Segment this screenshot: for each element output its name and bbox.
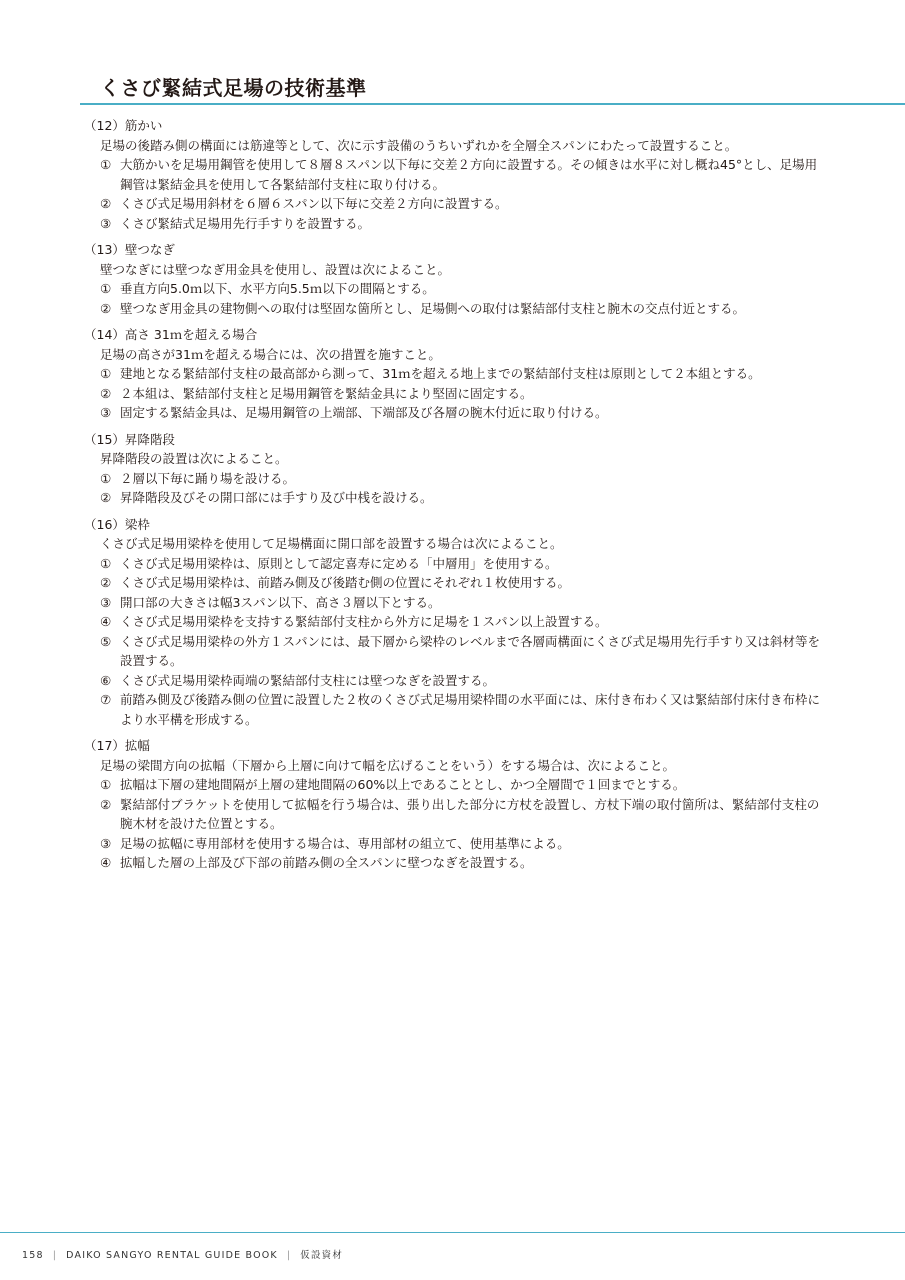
section [84,736,824,873]
item-number: ③ [100,594,112,610]
section-heading: （12）筋かい [84,118,163,133]
item-number: ⑥ [100,672,112,688]
list-item [84,364,824,384]
list-item [84,612,824,632]
list-item [84,155,824,194]
item-text: 開口部の大きさは幅3スパン以下、高さ３層以下とする。 [120,594,441,610]
section-lead: 足場の後踏み側の構面には筋違等として、次に示す設備のうちいずれかを全層全スパンにわたって設置すること。 [100,137,738,153]
item-number: ③ [100,215,112,231]
item-number: ④ [100,614,112,629]
section-heading: （17）拡幅 [84,738,150,753]
item-text: 拡幅は下層の建地間隔が上層の建地間隔の60%以上であることとし、かつ全層間で１回までとする。 [120,777,686,792]
item-number: ③ [100,405,112,420]
item-number: ⑦ [100,692,112,707]
list-item [84,795,824,834]
section-lead: 壁つなぎには壁つなぎ用金具を使用し、設置は次によること。 [100,261,451,277]
category-label: 仮設資材 [300,1250,344,1261]
item-text: くさび式足場用梁枠を支持する緊結部付支柱から外方に足場を１スパン以上設置する。 [120,614,608,629]
item-number: ② [100,575,112,590]
item-text: くさび式足場用梁枠の外方１スパンには、最下層から梁枠のレベルまで各層両構面にくさび式足場用先行手すり又は斜材等を設置する。 [120,633,821,668]
section-lead: 昇降階段の設置は次によること。 [100,451,288,466]
list-item [84,775,824,795]
section [84,116,824,233]
item-text: 拡幅した層の上部及び下部の前踏み側の全スパンに壁つなぎを設置する。 [120,855,533,870]
item-number: ① [100,366,112,381]
page-title: くさび緊結式足場の技術基準 [100,76,367,100]
section [84,240,824,318]
title-divider [80,103,905,105]
item-number: ② [100,490,112,505]
section-heading: （15）昇降階段 [84,431,175,447]
item-number: ② [100,196,112,211]
list-item [84,488,824,508]
list-item [84,834,824,854]
list-item [84,403,824,423]
item-number: ① [100,470,112,486]
item-text: 大筋かいを足場用鋼管を使用して８層８スパン以下毎に交差２方向に設置する。その傾きは水平に対し概ね45°とし、足場用鋼管は緊結金具を使用して各緊結部付支柱に取り付ける。 [120,157,818,192]
list-item [84,671,824,691]
footer-divider [0,1232,905,1233]
book-title: DAIKO SANGYO RENTAL GUIDE BOOK [66,1250,278,1261]
item-number: ② [100,385,112,401]
item-text: 壁つなぎ用金具の建物側への取付は堅固な箇所とし、足場側への取付は緊結部付支柱と腕木の交点付近とする。 [120,300,746,316]
item-text: 前踏み側及び後踏み側の位置に設置した２枚のくさび式足場用梁枠間の水平面には、床付き布わく又は緊結部付床付き布枠により水平構を形成する。 [120,692,821,727]
section-heading: （13）壁つなぎ [84,242,175,257]
item-text: くさび式足場用斜材を６層６スパン以下毎に交差２方向に設置する。 [120,196,508,211]
item-number: ② [100,796,112,812]
section-lead: くさび式足場用梁枠を使用して足場構面に開口部を設置する場合は次によること。 [100,536,563,551]
item-text: ２層以下毎に踊り場を設ける。 [120,470,296,486]
section-heading: （16）梁枠 [84,516,150,532]
footer [22,1247,343,1261]
section-lead: 足場の高さが31ｍを超える場合には、次の措置を施すこと。 [100,346,441,362]
list-item [84,554,824,574]
footer-separator: | [286,1250,292,1261]
list-item [84,279,824,299]
item-number: ⑤ [100,633,112,649]
item-text: 固定する緊結金具は、足場用鋼管の上端部、下端部及び各層の腕木付近に取り付ける。 [120,405,608,420]
item-text: 垂直方向5.0ｍ以下、水平方向5.5ｍ以下の間隔とする。 [120,281,435,296]
list-item [84,469,824,489]
item-text: 足場の拡幅に専用部材を使用する場合は、専用部材の組立て、使用基準による。 [120,835,570,851]
item-number: ① [100,157,112,172]
section [84,325,824,423]
list-item [84,632,824,671]
item-text: くさび式足場用梁枠は、原則として認定喜寿に定める「中層用」を使用する。 [120,555,558,571]
list-item [84,853,824,873]
list-item [84,299,824,319]
item-number: ④ [100,855,112,870]
footer-separator: | [52,1250,58,1261]
item-number: ① [100,777,112,792]
item-text: ２本組は、緊結部付支柱と足場用鋼管を緊結金具により堅固に固定する。 [120,385,533,401]
section-heading: （14）高さ 31ｍを超える場合 [84,327,258,342]
list-item [84,690,824,729]
item-text: くさび緊結式足場用先行手すりを設置する。 [120,215,371,231]
item-number: ③ [100,835,112,851]
document-body [84,116,824,880]
item-number: ② [100,300,112,316]
item-text: くさび式足場用梁枠両端の緊結部付支柱には壁つなぎを設置する。 [120,672,496,688]
item-number: ① [100,281,112,296]
item-number: ① [100,555,112,571]
item-text: 緊結部付ブラケットを使用して拡幅を行う場合は、張り出した部分に方杖を設置し、方杖下端の取付箇所は、緊結部付支柱の腕木材を設けた位置とする。 [120,796,820,831]
page-number: 158 [22,1250,44,1261]
list-item [84,593,824,613]
list-item [84,573,824,593]
item-text: くさび式足場用梁枠は、前踏み側及び後踏む側の位置にそれぞれ１枚使用する。 [120,575,571,590]
item-text: 昇降階段及びその開口部には手すり及び中桟を設ける。 [120,490,433,505]
section-lead: 足場の梁間方向の拡幅（下層から上層に向けて幅を広げることをいう）をする場合は、次によること。 [100,757,676,773]
list-item [84,384,824,404]
item-text: 建地となる緊結部付支柱の最高部から測って、31ｍを超える地上までの緊結部付支柱は原則として２本組とする。 [120,366,761,381]
section [84,430,824,508]
list-item [84,214,824,234]
section [84,515,824,730]
list-item [84,194,824,214]
